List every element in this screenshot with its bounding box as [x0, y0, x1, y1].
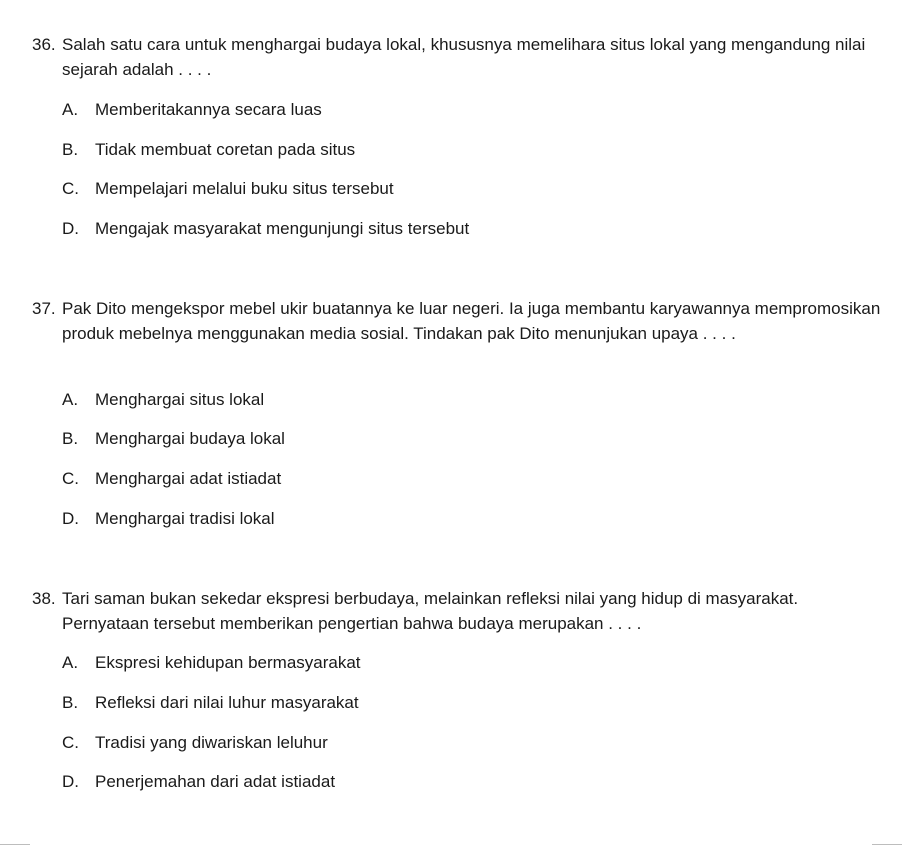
question-36: [32, 33, 882, 82]
option-text: Menghargai adat istiadat: [95, 469, 282, 488]
question-38: [32, 587, 882, 636]
option-letter: B.: [62, 429, 79, 448]
option-letter: B.: [62, 693, 79, 712]
option-letter: D.: [62, 219, 79, 238]
question-stem: [32, 587, 882, 636]
option-letter: D.: [62, 772, 79, 791]
option-38-d[interactable]: [62, 772, 335, 792]
option-37-a[interactable]: [62, 390, 264, 410]
option-text: Mempelajari melalui buku situs tersebut: [95, 179, 394, 198]
option-letter: A.: [62, 390, 79, 409]
page-edge-line-right: [872, 844, 902, 845]
option-38-b[interactable]: [62, 693, 359, 713]
option-text: Memberitakannya secara luas: [95, 100, 322, 119]
option-text: Menghargai tradisi lokal: [95, 509, 275, 528]
question-37: [32, 297, 882, 346]
option-36-d[interactable]: [62, 219, 469, 239]
option-text: Mengajak masyarakat mengunjungi situs tersebut: [95, 219, 470, 238]
option-36-c[interactable]: [62, 179, 394, 199]
option-letter: B.: [62, 140, 79, 159]
option-letter: A.: [62, 653, 79, 672]
option-letter: A.: [62, 100, 79, 119]
option-text: Ekspresi kehidupan bermasyarakat: [95, 653, 361, 672]
question-text: Tari saman bukan sekedar ekspresi berbudaya, melainkan refleksi nilai yang hidup di masyarakat. Pernyataan tersebut memberikan pengertian bahwa budaya merupakan . . . .: [62, 589, 799, 633]
question-number: 37.: [32, 299, 56, 318]
page-edge-line-left: [0, 844, 30, 845]
question-stem: [32, 33, 882, 82]
option-38-a[interactable]: [62, 653, 361, 673]
option-text: Menghargai budaya lokal: [95, 429, 285, 448]
option-letter: C.: [62, 733, 79, 752]
option-38-c[interactable]: [62, 733, 328, 753]
option-text: Penerjemahan dari adat istiadat: [95, 772, 336, 791]
option-37-d[interactable]: [62, 509, 275, 529]
question-number: 38.: [32, 589, 56, 608]
option-36-a[interactable]: [62, 100, 322, 120]
question-number: 36.: [32, 35, 56, 54]
option-letter: C.: [62, 179, 79, 198]
option-letter: C.: [62, 469, 79, 488]
option-text: Tidak membuat coretan pada situs: [95, 140, 356, 159]
option-36-b[interactable]: [62, 140, 355, 160]
option-37-c[interactable]: [62, 469, 281, 489]
question-text: Pak Dito mengekspor mebel ukir buatannya ke luar negeri. Ia juga membantu karyawannya mempromosikan produk mebelnya menggunakan media sosial. Tindakan pak Dito menunjukan upaya . . . .: [62, 299, 881, 343]
option-letter: D.: [62, 509, 79, 528]
option-text: Tradisi yang diwariskan leluhur: [95, 733, 328, 752]
question-text: Salah satu cara untuk menghargai budaya lokal, khususnya memelihara situs lokal yang mengandung nilai sejarah adalah . . . .: [62, 35, 866, 79]
question-stem: [32, 297, 882, 346]
option-text: Refleksi dari nilai luhur masyarakat: [95, 693, 359, 712]
option-37-b[interactable]: [62, 429, 285, 449]
option-text: Menghargai situs lokal: [95, 390, 265, 409]
